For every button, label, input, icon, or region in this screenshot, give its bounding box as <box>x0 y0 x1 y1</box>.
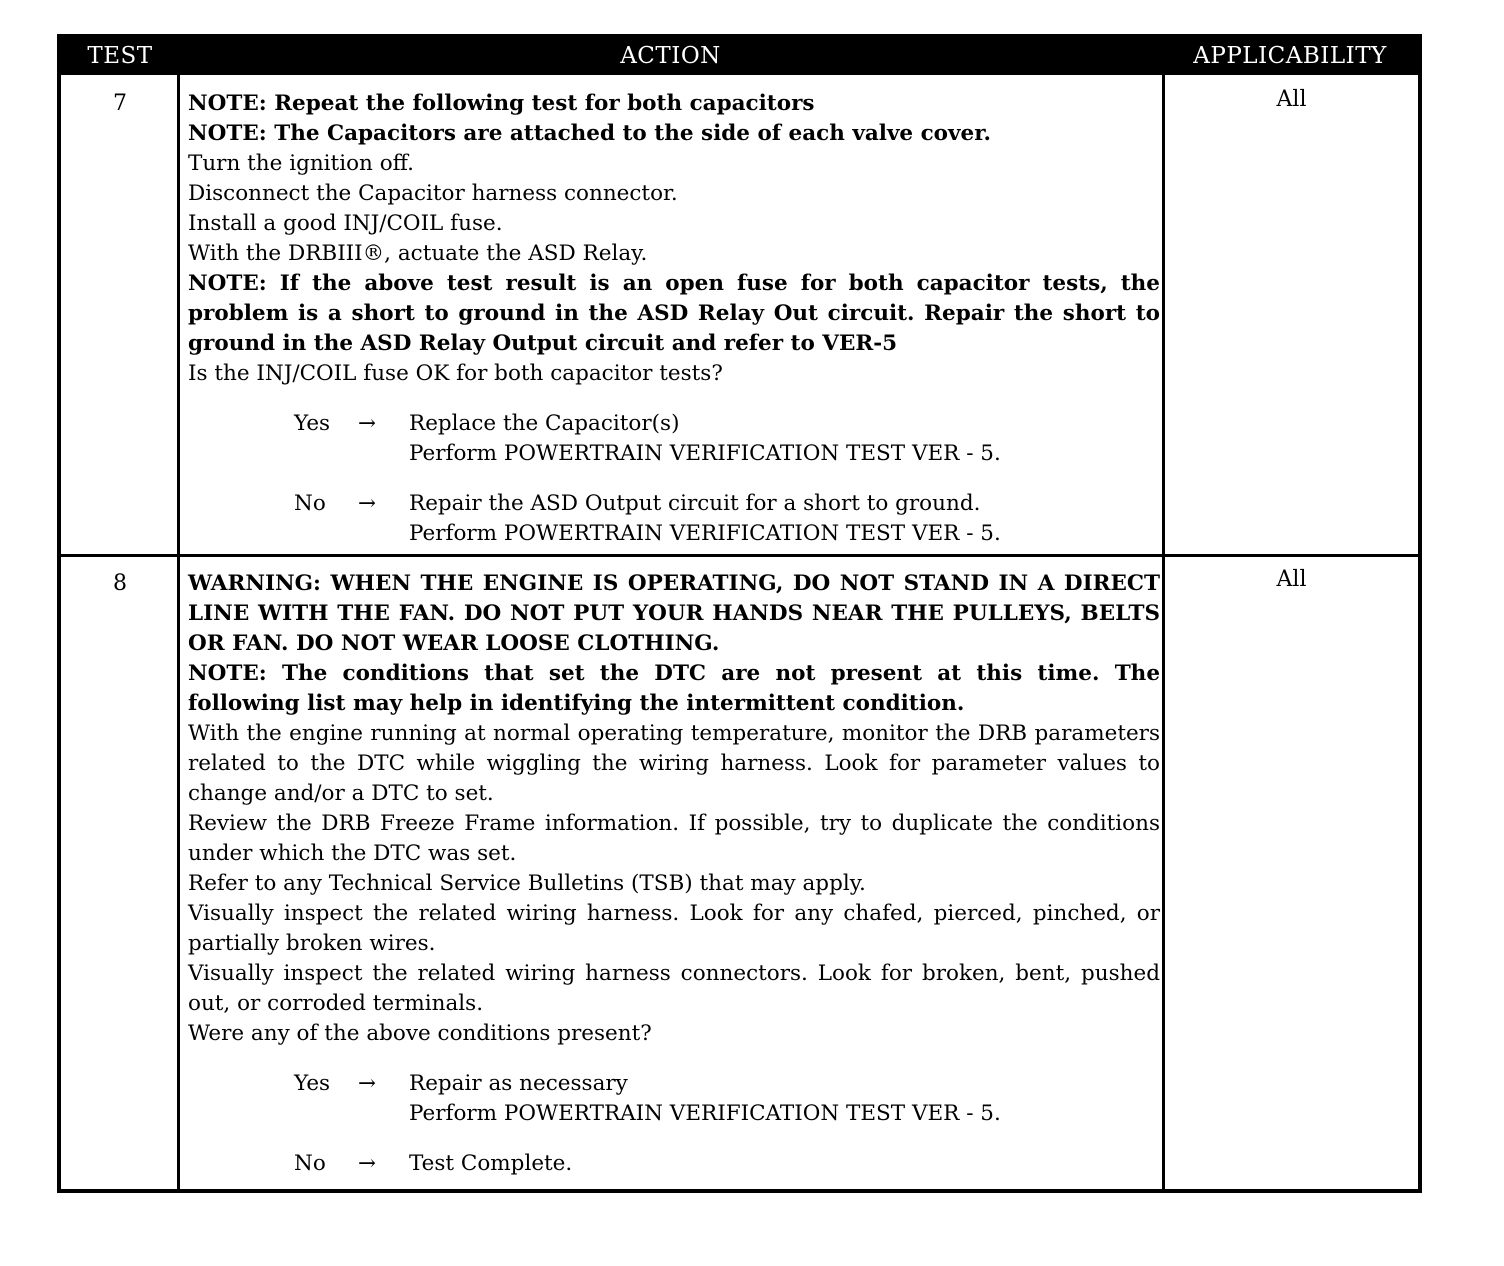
note-line: NOTE: Repeat the following test for both capacitors <box>188 91 815 116</box>
step-line: Install a good INJ/COIL fuse. <box>188 211 503 236</box>
table-row <box>61 557 1418 1193</box>
answer-line: Replace the Capacitor(s) <box>409 411 680 436</box>
test-table <box>57 34 1422 1193</box>
table-header <box>61 38 1418 75</box>
yes-label: Yes <box>294 1071 331 1096</box>
warning-line: WARNING: WHEN THE ENGINE IS OPERATING, DO NOT STAND IN A DIRECT LINE WITH THE FAN. DO NOT PUT YOUR HANDS NEAR THE PULLEYS, BELTS OR FAN. DO NOT WEAR LOOSE CLOTHING. <box>188 571 1160 656</box>
answer-line: Test Complete. <box>409 1151 573 1176</box>
action-text <box>188 569 1160 1179</box>
yes-label: Yes <box>294 411 331 436</box>
note-line: NOTE: If the above test result is an open fuse for both capacitor tests, the problem is a short to ground in the ASD Relay Out circuit. Repair the short to ground in the ASD Relay Output circuit and refer to VER-5 <box>188 271 1160 356</box>
test-number: 8 <box>113 571 127 596</box>
header-applicability: APPLICABILITY <box>1193 43 1387 69</box>
applicability-value: All <box>1276 567 1307 592</box>
arrow-right-icon: → <box>358 491 377 516</box>
step-line: Turn the ignition off. <box>188 151 414 176</box>
note-line: NOTE: The conditions that set the DTC are not present at this time. The following list may help in identifying the intermittent condition. <box>188 661 1160 716</box>
step-line: Review the DRB Freeze Frame information. If possible, try to duplicate the conditions under which the DTC was set. <box>188 811 1160 866</box>
answer-line: Repair the ASD Output circuit for a short to ground. <box>409 491 981 516</box>
no-answer <box>294 1149 1160 1179</box>
answer-line: Perform POWERTRAIN VERIFICATION TEST VER - 5. <box>409 441 1001 466</box>
arrow-right-icon: → <box>358 411 377 436</box>
step-line: Visually inspect the related wiring harness connectors. Look for broken, bent, pushed out, or corroded terminals. <box>188 961 1160 1016</box>
step-line: Visually inspect the related wiring harness. Look for any chafed, pierced, pinched, or partially broken wires. <box>188 901 1160 956</box>
action-text <box>188 89 1160 549</box>
no-answer <box>294 489 1160 549</box>
arrow-right-icon: → <box>358 1071 377 1096</box>
applicability-value: All <box>1276 87 1307 112</box>
answer-line: Perform POWERTRAIN VERIFICATION TEST VER - 5. <box>409 1101 1001 1126</box>
step-line: With the DRBIII®, actuate the ASD Relay. <box>188 241 648 266</box>
test-number: 7 <box>113 91 127 116</box>
answer-line: Perform POWERTRAIN VERIFICATION TEST VER - 5. <box>409 521 1001 546</box>
arrow-right-icon: → <box>358 1151 377 1176</box>
yes-answer <box>294 409 1160 469</box>
note-line: NOTE: The Capacitors are attached to the side of each valve cover. <box>188 121 992 146</box>
header-action: ACTION <box>620 43 721 69</box>
yes-answer <box>294 1069 1160 1129</box>
step-line: Disconnect the Capacitor harness connector. <box>188 181 678 206</box>
no-label: No <box>294 491 326 516</box>
question-line: Is the INJ/COIL fuse OK for both capacitor tests? <box>188 361 723 386</box>
table-row <box>61 75 1418 554</box>
answer-line: Repair as necessary <box>409 1071 628 1096</box>
no-label: No <box>294 1151 326 1176</box>
question-line: Were any of the above conditions present? <box>188 1021 652 1046</box>
header-test: TEST <box>87 43 153 69</box>
step-line: With the engine running at normal operating temperature, monitor the DRB parameters related to the DTC while wiggling the wiring harness. Look for parameter values to change and/or a DTC to set. <box>188 721 1160 806</box>
step-line: Refer to any Technical Service Bulletins (TSB) that may apply. <box>188 871 866 896</box>
